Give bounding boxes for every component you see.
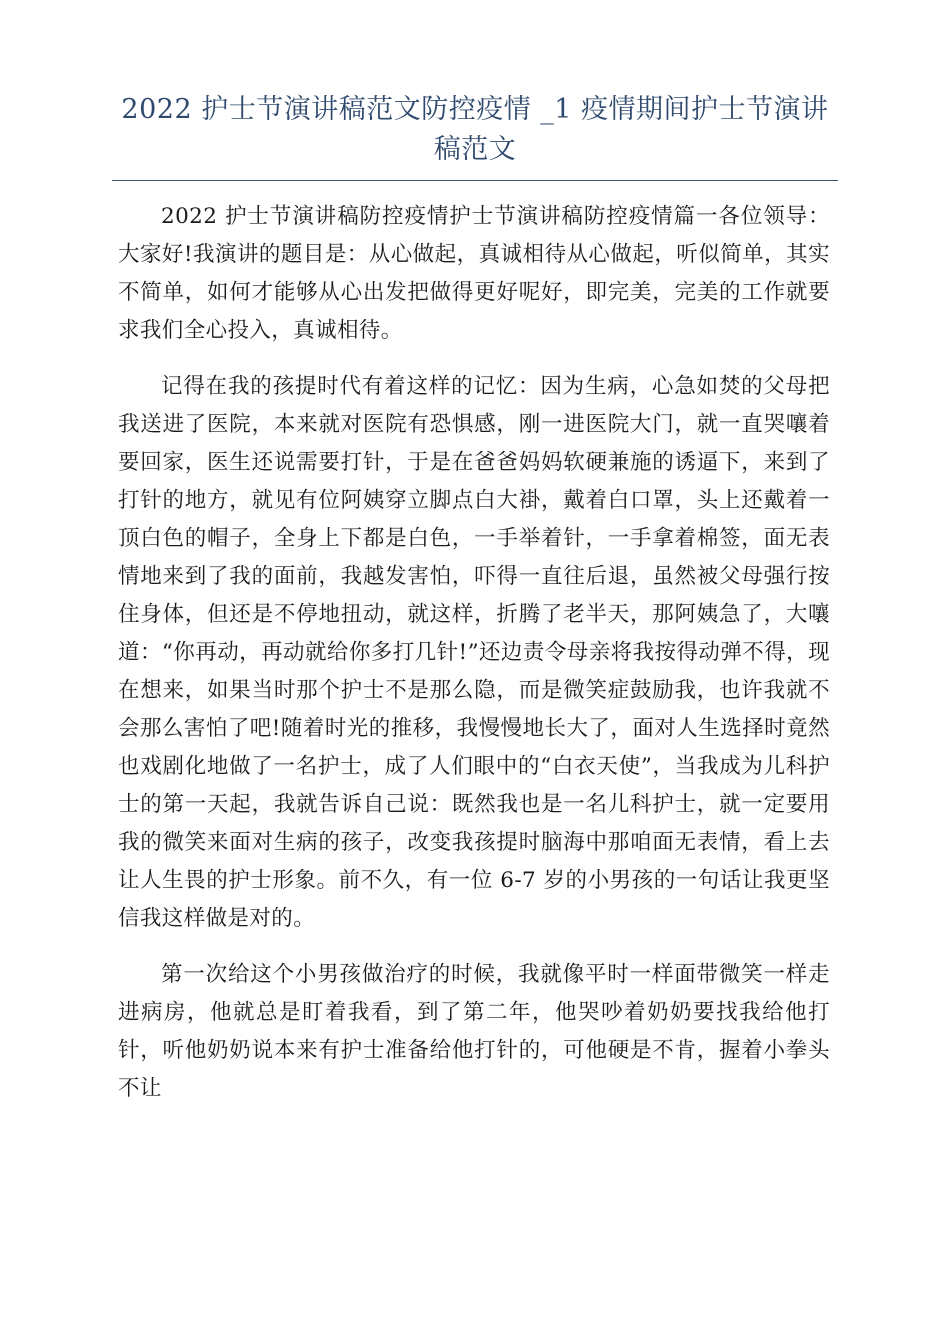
paragraph-1: 2022 护士节演讲稿防控疫情护士节演讲稿防控疫情篇一各位领导： 大家好!我演讲的题目是：从心做起，真诚相待从心做起，听似简单，其实不简单，如何才能够从心出发把做得更好呢好，即完美，完美的工作就要求我们全心投入，真诚相待。 [118, 204, 830, 343]
paragraph-2: 记得在我的孩提时代有着这样的记忆：因为生病，心急如焚的父母把我送进了医院，本来就对医院有恐惧感，刚一进医院大门，就一直哭嚷着要回家，医生还说需要打针，于是在爸爸妈妈软硬兼施的诱逼下，来到了打针的地方，就见有位阿姨穿立脚点白大褂，戴着白口罩，头上还戴着一顶白色的帽子，全身上下都是白色，一手举着针，一手拿着棉签，面无表情地来到了我的面前，我越发害怕，吓得一直往后退，虽然被父母强行按住身体，但还是不停地扭动，就这样，折腾了老半天，那阿姨急了，大嚷道：“你再动，再动就给你多打几针!”还边责令母亲将我按得动弹不得，现在想来，如果当时那个护士不是那么隐，而是微笑症鼓励我，也许我就不会那么害怕了吧!随着时光的推移，我慢慢地长大了，面对人生选择时竟然也戏剧化地做了一名护士，成了人们眼中的“白衣天使”，当我成为儿科护士的第一天起，我就告诉自己说：既然我也是一名儿科护士，就一定要用我的微笑来面对生病的孩子，改变我孩提时脑海中那咱面无表情，看上去让人生畏的护士形象。前不久，有一位 6-7 岁的小男孩的一句话让我更坚信我这样做是对的。 [118, 374, 830, 931]
paragraph-3: 第一次给这个小男孩做治疗的时候，我就像平时一样面带微笑一样走进病房，他就总是盯着我看，到了第二年，他哭吵着奶奶要找我给他打针，听他奶奶说本来有护士准备给他打针的，可他硬是不肯，握着小拳头不让 [118, 962, 830, 1101]
title-divider [112, 180, 838, 181]
document-title: 2022 护士节演讲稿范文防控疫情 _1 疫情期间护士节演讲稿范文 [121, 94, 829, 165]
document-body [118, 198, 830, 1126]
